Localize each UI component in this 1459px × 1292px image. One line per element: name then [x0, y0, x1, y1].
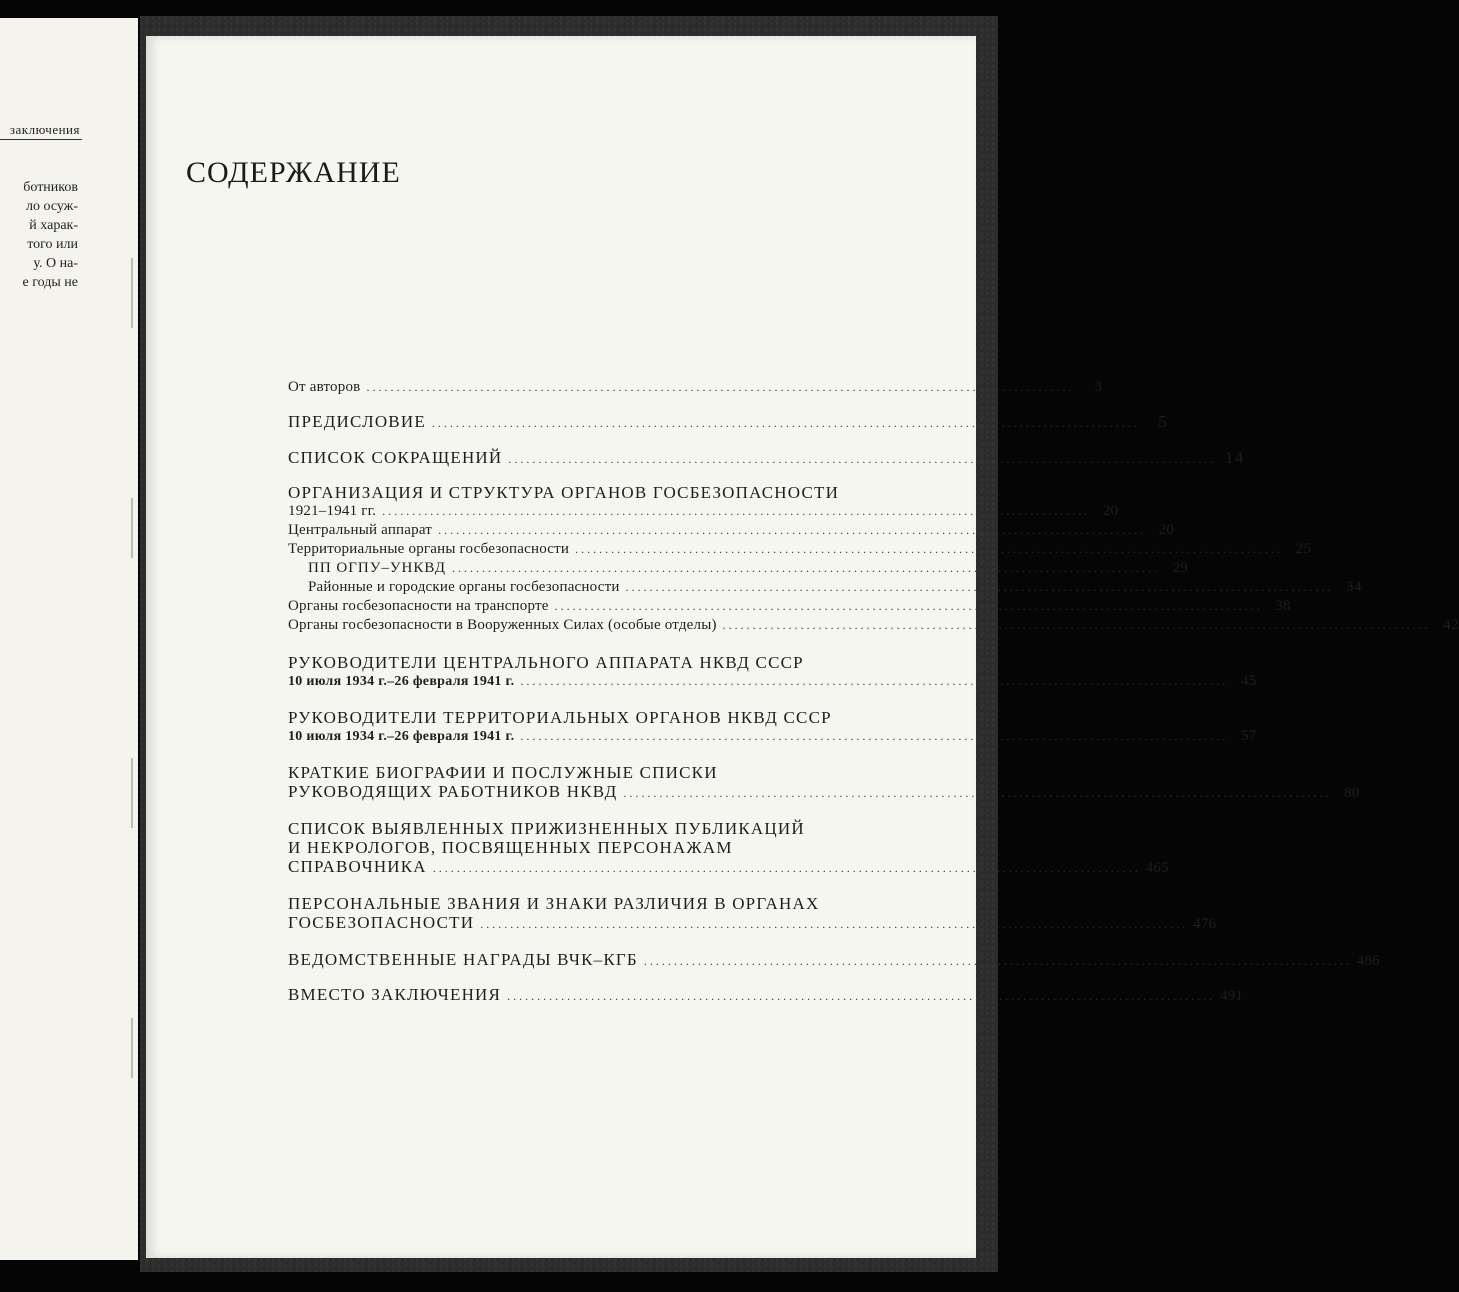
- toc-entry-text: РУКОВОДИТЕЛИ ЦЕНТРАЛЬНОГО АППАРАТА НКВД СССР: [288, 653, 804, 672]
- toc-page-number: 3: [1094, 379, 1103, 395]
- binding-stitch: [131, 258, 133, 328]
- toc-entry-text: ГОСБЕЗОПАСНОСТИ: [288, 913, 475, 932]
- toc-page-number: 20: [1158, 522, 1175, 538]
- toc-entry-text: ВМЕСТО ЗАКЛЮЧЕНИЯ: [288, 985, 502, 1004]
- leader-dots: ......................................................................................................................: [643, 954, 1352, 968]
- toc-entry-text: СПРАВОЧНИКА: [288, 857, 427, 876]
- toc-entry-conclusion[interactable]: [288, 985, 1244, 1006]
- left-header-rule: [0, 139, 82, 140]
- toc-entry-authors[interactable]: [288, 378, 1103, 397]
- left-running-head: заключения: [9, 122, 80, 137]
- toc-page-number: 25: [1295, 541, 1312, 557]
- toc-entry-text: Районные и городские органы госбезопасности: [308, 579, 620, 595]
- toc-entry-organization[interactable]: [288, 483, 1459, 635]
- toc-entry-text: ВЕДОМСТВЕННЫЕ НАГРАДЫ ВЧК–КГБ: [288, 950, 638, 969]
- leader-dots: ......................................................................................................................: [432, 861, 1141, 875]
- toc-entry-text: 1921–1941 гг.: [288, 503, 377, 519]
- toc-entry-text: Территориальные органы госбезопасности: [288, 541, 570, 557]
- leader-dots: ......................................................................................................................: [382, 504, 1091, 518]
- toc-entry-ranks[interactable]: [288, 894, 1217, 934]
- toc-entry-awards[interactable]: [288, 950, 1380, 971]
- left-text-fragment: ло осуж-: [25, 199, 78, 214]
- left-text-fragment: того или: [27, 237, 78, 252]
- leader-dots: ......................................................................................................................: [554, 599, 1263, 613]
- left-text-fragment: ботников: [23, 180, 78, 195]
- toc-page-number: 80: [1344, 785, 1360, 801]
- leader-dots: ......................................................................................................................: [623, 786, 1332, 800]
- toc-entry-abbreviations[interactable]: [288, 448, 1245, 469]
- left-page: [0, 18, 138, 1260]
- leader-dots: ......................................................................................................................: [520, 729, 1229, 743]
- toc-subentry[interactable]: [288, 578, 1362, 597]
- toc-page-number: 34: [1346, 579, 1362, 595]
- toc-page-number: 29: [1172, 560, 1188, 576]
- page-title: СОДЕРЖАНИЕ: [186, 156, 401, 189]
- binding-stitch: [131, 1018, 133, 1078]
- leader-dots: ......................................................................................................................: [722, 618, 1431, 632]
- toc-page-number: 20: [1102, 503, 1119, 519]
- binding-stitch: [131, 498, 133, 558]
- toc-entry-text: Центральный аппарат: [288, 522, 433, 538]
- leader-dots: ......................................................................................................................: [507, 989, 1216, 1003]
- toc-entry-text: ПП ОГПУ–УНКВД: [308, 560, 446, 576]
- toc-subentry[interactable]: [288, 521, 1175, 540]
- toc-entry-text: ПРЕДИСЛОВИЕ: [288, 412, 426, 431]
- toc-subentry[interactable]: [288, 616, 1459, 635]
- toc-subentry[interactable]: [288, 540, 1312, 559]
- toc-entry-text: Органы госбезопасности на транспорте: [288, 598, 549, 614]
- toc-page-number: 486: [1356, 953, 1380, 969]
- toc-page-number: 465: [1145, 860, 1169, 876]
- toc-entry-text: РУКОВОДЯЩИХ РАБОТНИКОВ НКВД: [288, 782, 618, 801]
- toc-entry-text: РУКОВОДИТЕЛИ ТЕРРИТОРИАЛЬНЫХ ОРГАНОВ НКВД СССР: [288, 708, 832, 727]
- binding-stitch: [131, 758, 133, 828]
- toc-entry-text: 10 июля 1934 г.–26 февраля 1941 г.: [288, 674, 515, 689]
- toc-subentry[interactable]: [288, 559, 1188, 578]
- toc-page-number: 57: [1241, 728, 1257, 744]
- toc-entry-text: СПИСОК СОКРАЩЕНИЙ: [288, 448, 503, 467]
- toc-entry-text: 10 июля 1934 г.–26 февраля 1941 г.: [288, 729, 515, 744]
- toc-page-number: 38: [1275, 598, 1291, 614]
- toc-entry-territorial-heads[interactable]: [288, 708, 1257, 746]
- leader-dots: ......................................................................................................................: [480, 917, 1189, 931]
- leader-dots: ......................................................................................................................: [366, 380, 1075, 394]
- toc-entry-central-heads[interactable]: [288, 653, 1257, 691]
- toc-entry-text: И НЕКРОЛОГОВ, ПОСВЯЩЕННЫХ ПЕРСОНАЖАМ: [288, 838, 733, 857]
- leader-dots: ......................................................................................................................: [508, 452, 1217, 466]
- leader-dots: ......................................................................................................................: [452, 561, 1160, 575]
- leader-dots: ......................................................................................................................: [431, 416, 1140, 430]
- toc-entry-text: СПИСОК ВЫЯВЛЕННЫХ ПРИЖИЗНЕННЫХ ПУБЛИКАЦИЙ: [288, 819, 805, 838]
- toc-page-number: 42: [1443, 617, 1459, 633]
- leader-dots: ......................................................................................................................: [438, 523, 1147, 537]
- left-text-fragment: й харак-: [29, 218, 78, 233]
- toc-entry-text: КРАТКИЕ БИОГРАФИИ И ПОСЛУЖНЫЕ СПИСКИ: [288, 763, 718, 782]
- toc-entry-text: От авторов: [288, 379, 361, 395]
- contents-page: [146, 36, 1459, 1258]
- toc-entry-text: Органы госбезопасности в Вооруженных Силах (особые отделы): [288, 617, 717, 633]
- toc-entry-text: ПЕРСОНАЛЬНЫЕ ЗВАНИЯ И ЗНАКИ РАЗЛИЧИЯ В ОРГАНАХ: [288, 894, 820, 913]
- toc-entry-biographies[interactable]: [288, 763, 1360, 803]
- left-text-fragment: е годы не: [22, 275, 78, 290]
- toc-page-number: 14: [1224, 448, 1245, 467]
- toc-subentry[interactable]: [288, 597, 1291, 616]
- leader-dots: ......................................................................................................................: [625, 580, 1334, 594]
- toc-page-number: 476: [1193, 916, 1217, 932]
- toc-page-number: 5: [1158, 412, 1168, 431]
- toc-page-number: 45: [1241, 673, 1257, 689]
- toc-page-number: 491: [1219, 988, 1244, 1004]
- leader-dots: ......................................................................................................................: [520, 674, 1229, 688]
- left-text-fragment: у. О на-: [33, 256, 78, 271]
- toc-entry-preface[interactable]: [288, 412, 1168, 433]
- toc-entry-publications[interactable]: [288, 819, 1169, 878]
- toc-entry-text: ОРГАНИЗАЦИЯ И СТРУКТУРА ОРГАНОВ ГОСБЕЗОПАСНОСТИ: [288, 483, 840, 502]
- leader-dots: ......................................................................................................................: [575, 542, 1284, 556]
